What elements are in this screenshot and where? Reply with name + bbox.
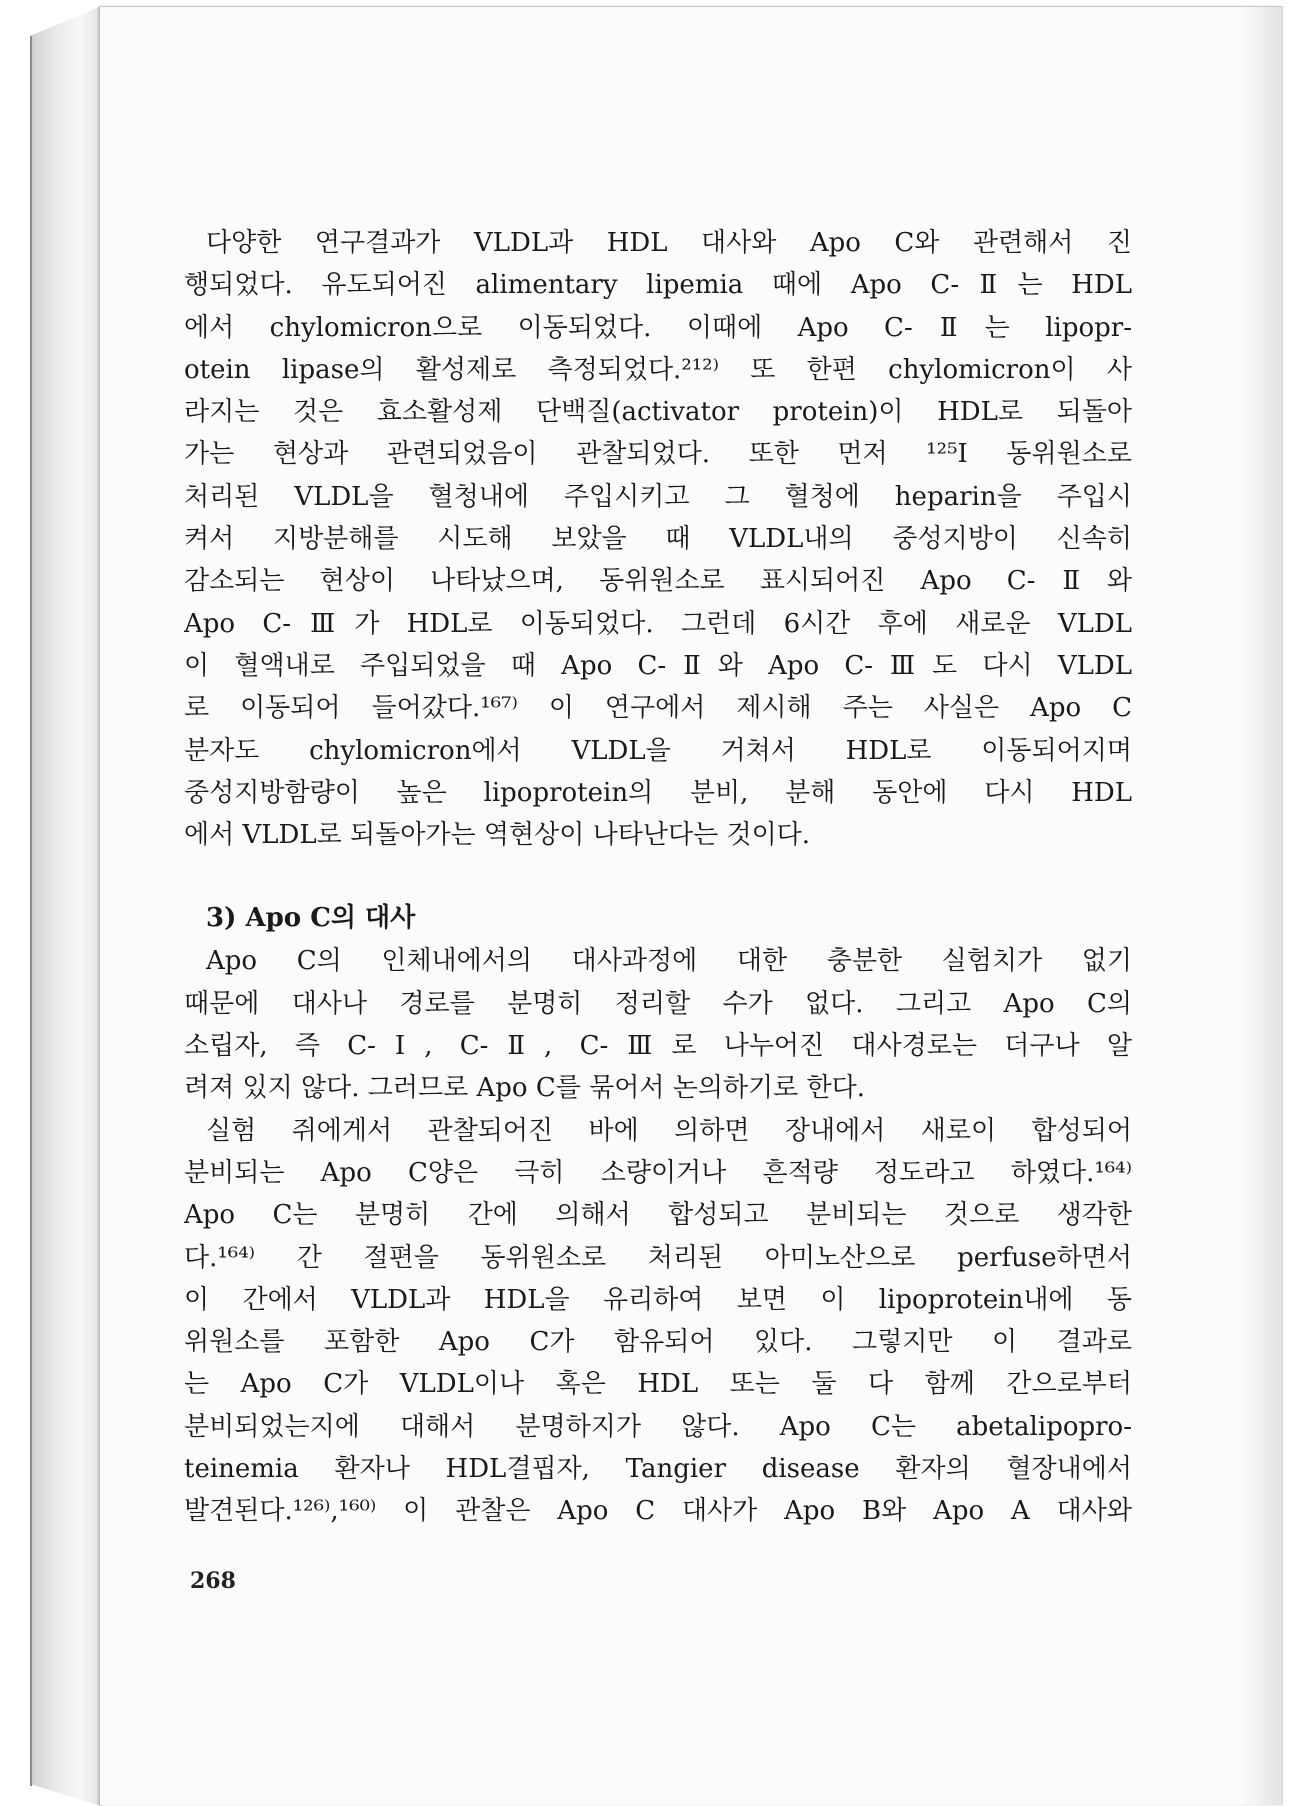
text-line: 중성지방함량이 높은 lipoprotein의 분비, 분해 동안에 다시 HDL [184,777,1132,808]
text-line: Apo C는 분명히 간에 의해서 합성되고 분비되는 것으로 생각한 [184,1200,1132,1231]
text-line: 소립자, 즉 C-Ⅰ, C-Ⅱ, C-Ⅲ로 나누어진 대사경로는 더구나 알 [184,1031,1132,1062]
text-line: 분비되는 Apo C양은 극히 소량이거나 흔적량 정도라고 하였다.¹⁶⁴⁾ [184,1157,1132,1188]
section-heading: 3) Apo C의 대사 [206,903,416,934]
text-line: 가는 현상과 관련되었음이 관찰되었다. 또한 먼저 ¹²⁵I 동위원소로 [184,439,1132,470]
text-line: 감소되는 현상이 나타났으며, 동위원소로 표시되어진 Apo C-Ⅱ와 [184,566,1132,597]
text-line: 실험 쥐에게서 관찰되어진 바에 의하면 장내에서 새로이 합성되어 [206,1115,1132,1146]
text-line: otein lipase의 활성제로 측정되었다.²¹²⁾ 또 한편 chylomicron이 사 [184,354,1132,385]
text-line: Apo C-Ⅲ가 HDL로 이동되었다. 그런데 6시간 후에 새로운 VLDL [184,608,1132,639]
text-line: 위원소를 포함한 Apo C가 함유되어 있다. 그렇지만 이 결과로 [184,1327,1132,1358]
text-line: 이 혈액내로 주입되었을 때 Apo C-Ⅱ와 Apo C-Ⅲ도 다시 VLDL [184,650,1132,681]
text-line: 에서 chylomicron으로 이동되었다. 이때에 Apo C-Ⅱ는 lipopr- [184,312,1132,343]
text-line: 로 이동되어 들어갔다.¹⁶⁷⁾ 이 연구에서 제시해 주는 사실은 Apo C [184,693,1132,724]
text-line: teinemia 환자나 HDL결핍자, Tangier disease 환자의 혈장내에서 [184,1454,1132,1485]
text-line: 는 Apo C가 VLDL이나 혹은 HDL 또는 둘 다 함께 간으로부터 [184,1369,1132,1400]
book-spine [30,6,102,1806]
text-line: 처리된 VLDL을 혈청내에 주입시키고 그 혈청에 heparin을 주입시 [184,481,1132,512]
page-text [184,222,1132,1533]
page-number: 268 [190,1568,236,1594]
text-line: 다양한 연구결과가 VLDL과 HDL 대사와 Apo C와 관련해서 진 [206,228,1132,258]
text-line: 분자도 chylomicron에서 VLDL을 거쳐서 HDL로 이동되어지며 [184,735,1132,766]
text-line: 이 간에서 VLDL과 HDL을 유리하여 보면 이 lipoprotein내에 동 [184,1284,1132,1315]
text-line: 분비되었는지에 대해서 분명하지가 않다. Apo C는 abetalipopro- [184,1411,1132,1442]
text-line: 때문에 대사나 경로를 분명히 정리할 수가 없다. 그리고 Apo C의 [184,988,1132,1019]
text-line: Apo C의 인체내에서의 대사과정에 대한 충분한 실험치가 없기 [206,946,1132,977]
text-line: 려져 있지 않다. 그러므로 Apo C를 묶어서 논의하기로 한다. [184,1073,866,1104]
text-line: 다.¹⁶⁴⁾ 간 절편을 동위원소로 처리된 아미노산으로 perfuse하면서 [184,1242,1132,1273]
text-line: 발견된다.¹²⁶⁾,¹⁶⁰⁾ 이 관찰은 Apo C 대사가 Apo B와 Apo A 대사와 [184,1496,1132,1527]
text-line: 행되었다. 유도되어진 alimentary lipemia 때에 Apo C-Ⅱ는 HDL [184,270,1132,301]
book-spine-edge [30,36,32,1786]
page-edge-shading [1242,7,1282,1805]
text-line: 켜서 지방분해를 시도해 보았을 때 VLDL내의 중성지방이 신속히 [184,524,1132,555]
text-line: 라지는 것은 효소활성제 단백질(activator protein)이 HDL로 되돌아 [184,397,1132,428]
text-line: 에서 VLDL로 되돌아가는 역현상이 나타난다는 것이다. [184,820,811,851]
